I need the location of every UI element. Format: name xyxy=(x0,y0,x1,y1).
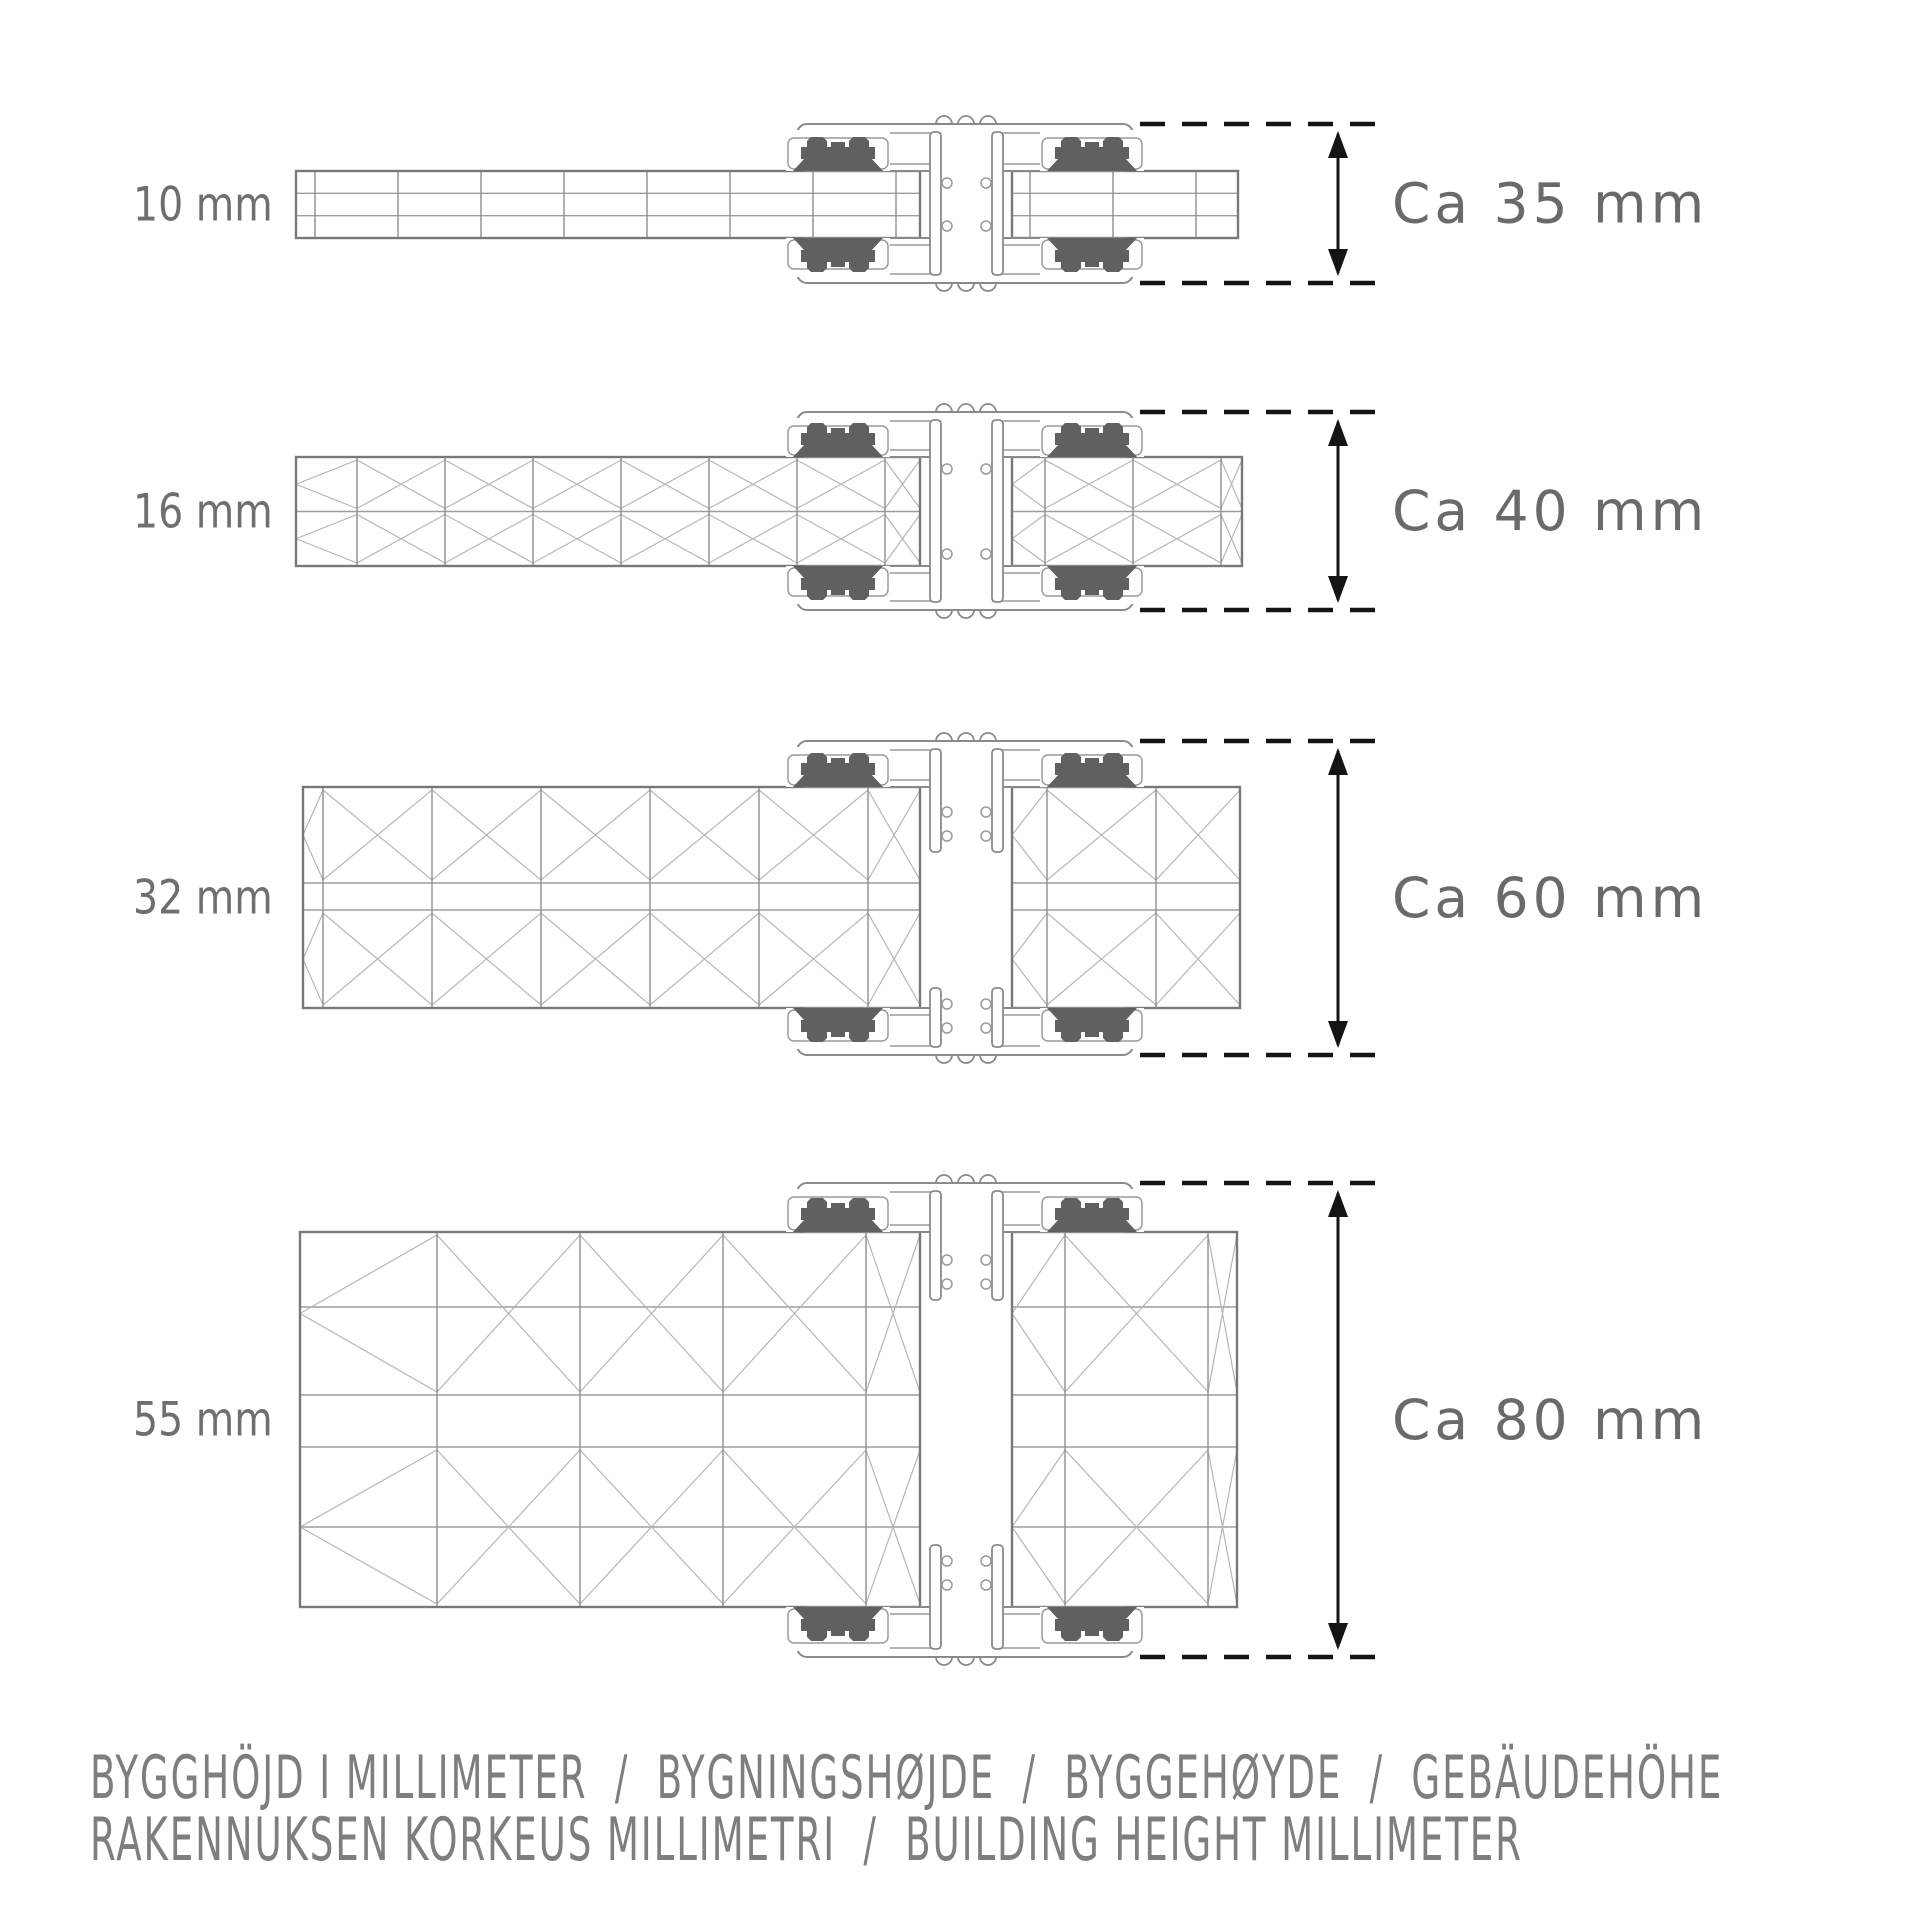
connector-screw-channel xyxy=(930,130,1003,277)
connector-screw-channel xyxy=(930,1189,1003,1651)
panel-thickness-label: 32 mm xyxy=(133,871,273,926)
height-dimension-label: Ca 40 mm xyxy=(1392,479,1709,543)
panel-row-16mm-drawing xyxy=(296,404,1378,618)
panel-right xyxy=(1012,171,1238,238)
panel-row-10mm-drawing xyxy=(296,116,1378,291)
connector-screw-channel xyxy=(930,747,1003,1049)
build-height-dimension xyxy=(1140,1183,1378,1657)
aluminium-joining-profile xyxy=(786,116,1144,291)
aluminium-joining-profile xyxy=(786,733,1144,1063)
multiwall-panels xyxy=(296,457,1242,566)
footer-caption-line1: BYGGHÖJD I MILLIMETER / BYGNINGSHØJDE / BYGGEHØYDE / GEBÄUDEHÖHE xyxy=(90,1742,1724,1813)
height-dimension-label: Ca 60 mm xyxy=(1392,866,1709,930)
panel-row-32mm-drawing xyxy=(303,733,1378,1063)
multiwall-panels xyxy=(296,171,1238,238)
panel-right xyxy=(1012,787,1240,1008)
panel-left xyxy=(300,1232,920,1607)
connector-screw-channel xyxy=(930,418,1003,604)
panel-left xyxy=(296,171,920,238)
panel-thickness-label: 55 mm xyxy=(133,1393,273,1448)
multiwall-panels xyxy=(300,1232,1237,1607)
panel-row-55mm-drawing xyxy=(300,1175,1378,1665)
panel-thickness-label: 10 mm xyxy=(133,178,273,233)
height-dimension-label: Ca 35 mm xyxy=(1392,171,1709,236)
multiwall-panels xyxy=(303,787,1240,1008)
aluminium-joining-profile xyxy=(786,1175,1144,1665)
panel-thickness-label: 16 mm xyxy=(133,485,273,540)
footer-caption-line2: RAKENNUKSEN KORKEUS MILLIMETRI / BUILDING HEIGHT MILLIMETER xyxy=(90,1804,1523,1875)
build-height-dimension xyxy=(1140,124,1378,283)
panel-right xyxy=(1012,1232,1237,1607)
height-dimension-label: Ca 80 mm xyxy=(1392,1388,1709,1452)
